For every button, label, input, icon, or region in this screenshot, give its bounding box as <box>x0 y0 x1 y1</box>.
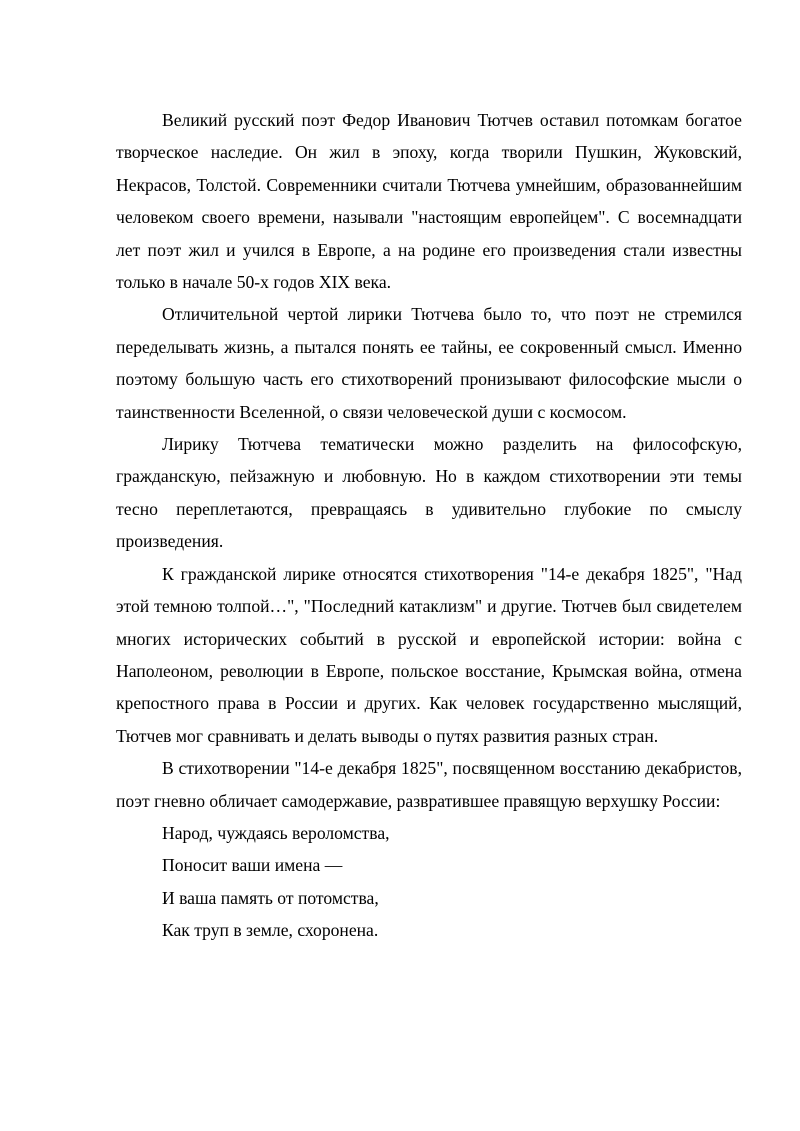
paragraph-civic-lyric: К гражданской лирике относятся стихотворения "14-е декабря 1825", "Над этой темною толпой…", "Последний катаклизм" и другие. Тютчев был свидетелем многих исторических событий в русской и европейской истории: война с Наполеоном, революции в Европе, польское восстание, Крымская война, отмена крепостного права в России и других. Как человек государственно мыслящий, Тютчев мог сравнивать и делать выводы о путях развития разных стран. <box>116 563 742 746</box>
poem-line: Как труп в земле, схоронена. <box>162 920 379 941</box>
poem-quote <box>116 817 742 947</box>
poem-line: И ваша память от потомства, <box>162 887 379 908</box>
paragraph-december-poem: В стихотворении "14-е декабря 1825", посвященном восстанию декабристов, поэт гневно обличает самодержавие, развратившее правящую верхушку России: <box>116 758 742 811</box>
paragraph-lyric-feature: Отличительной чертой лирики Тютчева было то, что поэт не стремился переделывать жизнь, а пытался понять ее тайны, ее сокровенный смысл. Именно поэтому большую часть его стихотворений пронизывают философские мысли о таинственности Вселенной, о связи человеческой души с космосом. <box>116 304 742 422</box>
paragraph-intro: Великий русский поэт Федор Иванович Тютчев оставил потомкам богатое творческое наследие. Он жил в эпоху, когда творили Пушкин, Жуковский, Некрасов, Толстой. Современники считали Тютчева умнейшим, образованнейшим человеком своего времени, называли "настоящим европейцем". С восемнадцати лет поэт жил и учился в Европе, а на родине его произведения стали известны только в начале 50-х годов XIX века. <box>116 110 742 293</box>
poem-line: Поносит ваши имена — <box>162 855 343 876</box>
paragraph-lyric-themes: Лирику Тютчева тематически можно разделить на философскую, гражданскую, пейзажную и любовную. Но в каждом стихотворении эти темы тесно переплетаются, превращаясь в удивительно глубокие по смыслу произведения. <box>116 434 742 552</box>
document-body <box>116 104 742 947</box>
poem-line: Народ, чуждаясь вероломства, <box>162 822 390 843</box>
